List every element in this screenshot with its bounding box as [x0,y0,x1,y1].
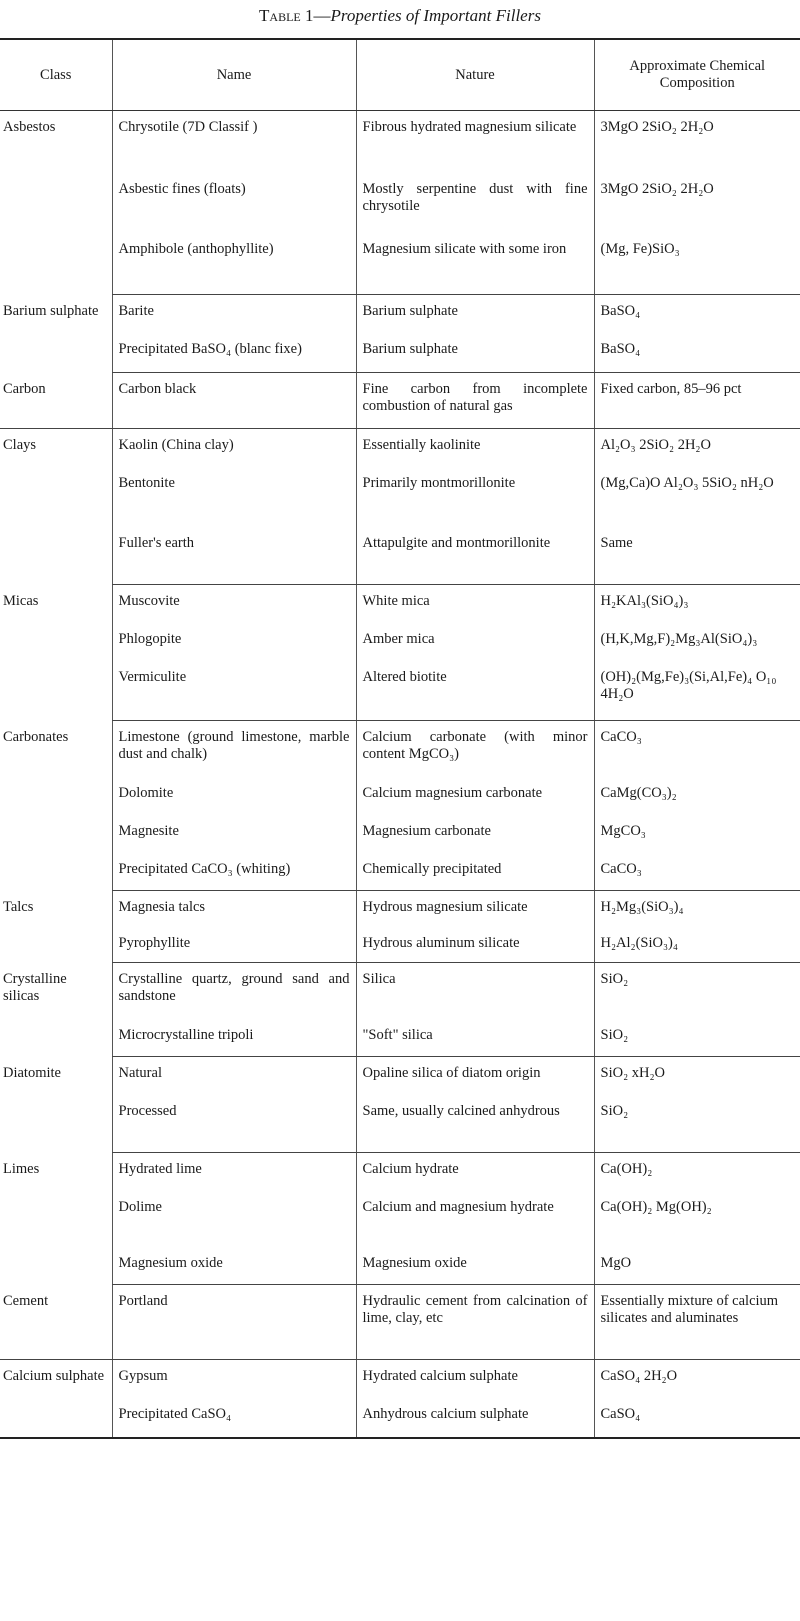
name-cell: Vermiculite [112,661,356,721]
table-row [0,623,800,661]
nature-cell: Barium sulphate [356,333,594,373]
composition-cell: 3MgO 2SiO₂ 2H₂O [594,111,800,173]
fillers-table [0,38,800,1439]
composition-cell: SiO₂ [594,1019,800,1057]
composition-cell: BaSO₄ [594,333,800,373]
nature-cell: Fibrous hydrated magnesium silicate [356,111,594,173]
nature-cell: Mostly serpentine dust with fine chrysotile [356,173,594,233]
table-row [0,585,800,623]
name-cell: Magnesite [112,815,356,853]
name-cell: Gypsum [112,1360,356,1398]
composition-cell: Essentially mixture of calcium silicates and aluminates [594,1285,800,1360]
composition-cell: (Mg, Fe)SiO₃ [594,233,800,295]
composition-cell: SiO₂ xH₂O [594,1057,800,1095]
nature-cell: Calcium magnesium carbonate [356,777,594,815]
class-cell: Carbon [0,373,112,429]
nature-cell: Calcium carbonate (with minor content MgCO₃) [356,721,594,777]
nature-cell: Hydrated calcium sulphate [356,1360,594,1398]
name-cell: Microcrystalline tripoli [112,1019,356,1057]
nature-cell: Magnesium silicate with some iron [356,233,594,295]
name-cell: Dolomite [112,777,356,815]
nature-cell: Hydrous aluminum silicate [356,927,594,963]
name-cell: Fuller's earth [112,527,356,585]
table-row [0,963,800,1019]
composition-cell: H₂Mg₃(SiO₃)₄ [594,891,800,927]
composition-cell: MgCO₃ [594,815,800,853]
class-cell: Crystalline silicas [3,970,67,1004]
class-cell: Carbonates [3,728,69,745]
name-cell: Precipitated BaSO₄ (blanc fixe) [112,333,356,373]
name-cell: Magnesia talcs [112,891,356,927]
nature-cell: Barium sulphate [356,295,594,333]
nature-cell: Attapulgite and montmorillonite [356,527,594,585]
table-row [0,777,800,815]
nature-cell: Hydraulic cement from calcination of lime, clay, etc [356,1285,594,1360]
class-cell: Calcium sulphate [3,1368,105,1384]
composition-cell: BaSO₄ [594,295,800,333]
name-cell: Bentonite [112,467,356,527]
composition-cell: CaCO₃ [594,853,800,891]
table-row [0,661,800,721]
table-row [0,1153,800,1191]
table-row [0,853,800,891]
composition-cell: MgO [594,1247,800,1285]
header-composition: Approximate Chemical Composition [594,39,800,111]
table-row [0,467,800,527]
class-cell: Clays [3,437,37,453]
table-row [0,1360,800,1398]
name-cell: Portland [112,1285,356,1360]
table-row [0,333,800,373]
table-row [0,233,800,295]
header-class: Class [0,39,112,111]
table-row [0,527,800,585]
composition-cell: 3MgO 2SiO₂ 2H₂O [594,173,800,233]
composition-cell: Ca(OH)₂ [594,1153,800,1191]
table-body [0,111,800,1438]
name-cell: Chrysotile (7D Classif ) [112,111,356,173]
nature-cell: Opaline silica of diatom origin [356,1057,594,1095]
table-row [0,1285,800,1360]
name-cell: Phlogopite [112,623,356,661]
table-row [0,1247,800,1285]
name-cell: Natural [112,1057,356,1095]
name-cell: Pyrophyllite [112,927,356,963]
table-row [0,295,800,333]
nature-cell: Fine carbon from incomplete combustion of natural gas [356,373,594,429]
name-cell: Crystalline quartz, ground sand and sandstone [112,963,356,1019]
name-cell: Asbestic fines (floats) [112,173,356,233]
composition-cell: SiO₂ [594,963,800,1019]
table-title [0,6,800,26]
composition-cell: H₂Al₂(SiO₃)₄ [594,927,800,963]
class-cell: Micas [3,592,39,609]
nature-cell: Same, usually calcined anhydrous [356,1095,594,1153]
table-row [0,927,800,963]
composition-cell: CaSO₄ [594,1398,800,1438]
class-cell: Limes [3,1160,40,1177]
table-row [0,1191,800,1247]
nature-cell: Amber mica [356,623,594,661]
composition-cell: SiO₂ [594,1095,800,1153]
composition-cell: Ca(OH)₂ Mg(OH)₂ [594,1191,800,1247]
table-row [0,721,800,777]
table-row [0,1398,800,1438]
nature-cell: Altered biotite [356,661,594,721]
table-title-text: Properties of Important Fillers [330,6,541,25]
table-row [0,1019,800,1057]
table-title-prefix: Table 1— [259,6,331,25]
composition-cell: (OH)₂(Mg,Fe)₃(Si,Al,Fe)₄ O₁₀ 4H₂O [594,661,800,721]
name-cell: Magnesium oxide [112,1247,356,1285]
name-cell: Muscovite [112,585,356,623]
class-cell: Barium sulphate [3,302,99,319]
nature-cell: White mica [356,585,594,623]
table-row [0,1057,800,1095]
class-cell: Asbestos [3,119,56,135]
composition-cell: CaMg(CO₃)₂ [594,777,800,815]
table-row [0,373,800,429]
name-cell: Carbon black [112,373,356,429]
name-cell: Limestone (ground limestone, marble dust and chalk) [112,721,356,777]
nature-cell: Essentially kaolinite [356,429,594,467]
composition-cell: CaCO₃ [594,721,800,777]
nature-cell: Silica [356,963,594,1019]
name-cell: Hydrated lime [112,1153,356,1191]
name-cell: Dolime [112,1191,356,1247]
name-cell: Kaolin (China clay) [112,429,356,467]
name-cell: Precipitated CaSO₄ [112,1398,356,1438]
composition-cell: Al₂O₃ 2SiO₂ 2H₂O [594,429,800,467]
nature-cell: "Soft" silica [356,1019,594,1057]
composition-cell: Same [594,527,800,585]
nature-cell: Primarily montmorillonite [356,467,594,527]
nature-cell: Magnesium oxide [356,1247,594,1285]
nature-cell: Hydrous magnesium silicate [356,891,594,927]
table-row [0,1095,800,1153]
table-row [0,891,800,927]
header-name: Name [112,39,356,111]
table-row [0,429,800,467]
composition-cell: (Mg,Ca)O Al₂O₃ 5SiO₂ nH₂O [594,467,800,527]
composition-cell: CaSO₄ 2H₂O [594,1360,800,1398]
header-nature: Nature [356,39,594,111]
class-cell: Talcs [3,898,34,915]
nature-cell: Calcium and magnesium hydrate [356,1191,594,1247]
name-cell: Precipitated CaCO₃ (whiting) [112,853,356,891]
name-cell: Processed [112,1095,356,1153]
header-row [0,39,800,111]
class-cell: Diatomite [3,1064,61,1081]
name-cell: Barite [112,295,356,333]
nature-cell: Calcium hydrate [356,1153,594,1191]
nature-cell: Chemically precipitated [356,853,594,891]
nature-cell: Anhydrous calcium sulphate [356,1398,594,1438]
composition-cell: Fixed carbon, 85–96 pct [594,373,800,429]
composition-cell: H₂KAl₃(SiO₄)₃ [594,585,800,623]
class-cell: Cement [0,1285,112,1360]
name-cell: Amphibole (anthophyllite) [112,233,356,295]
nature-cell: Magnesium carbonate [356,815,594,853]
table-row [0,173,800,233]
table-row [0,111,800,173]
table-row [0,815,800,853]
composition-cell: (H,K,Mg,F)₂Mg₃Al(SiO₄)₃ [594,623,800,661]
